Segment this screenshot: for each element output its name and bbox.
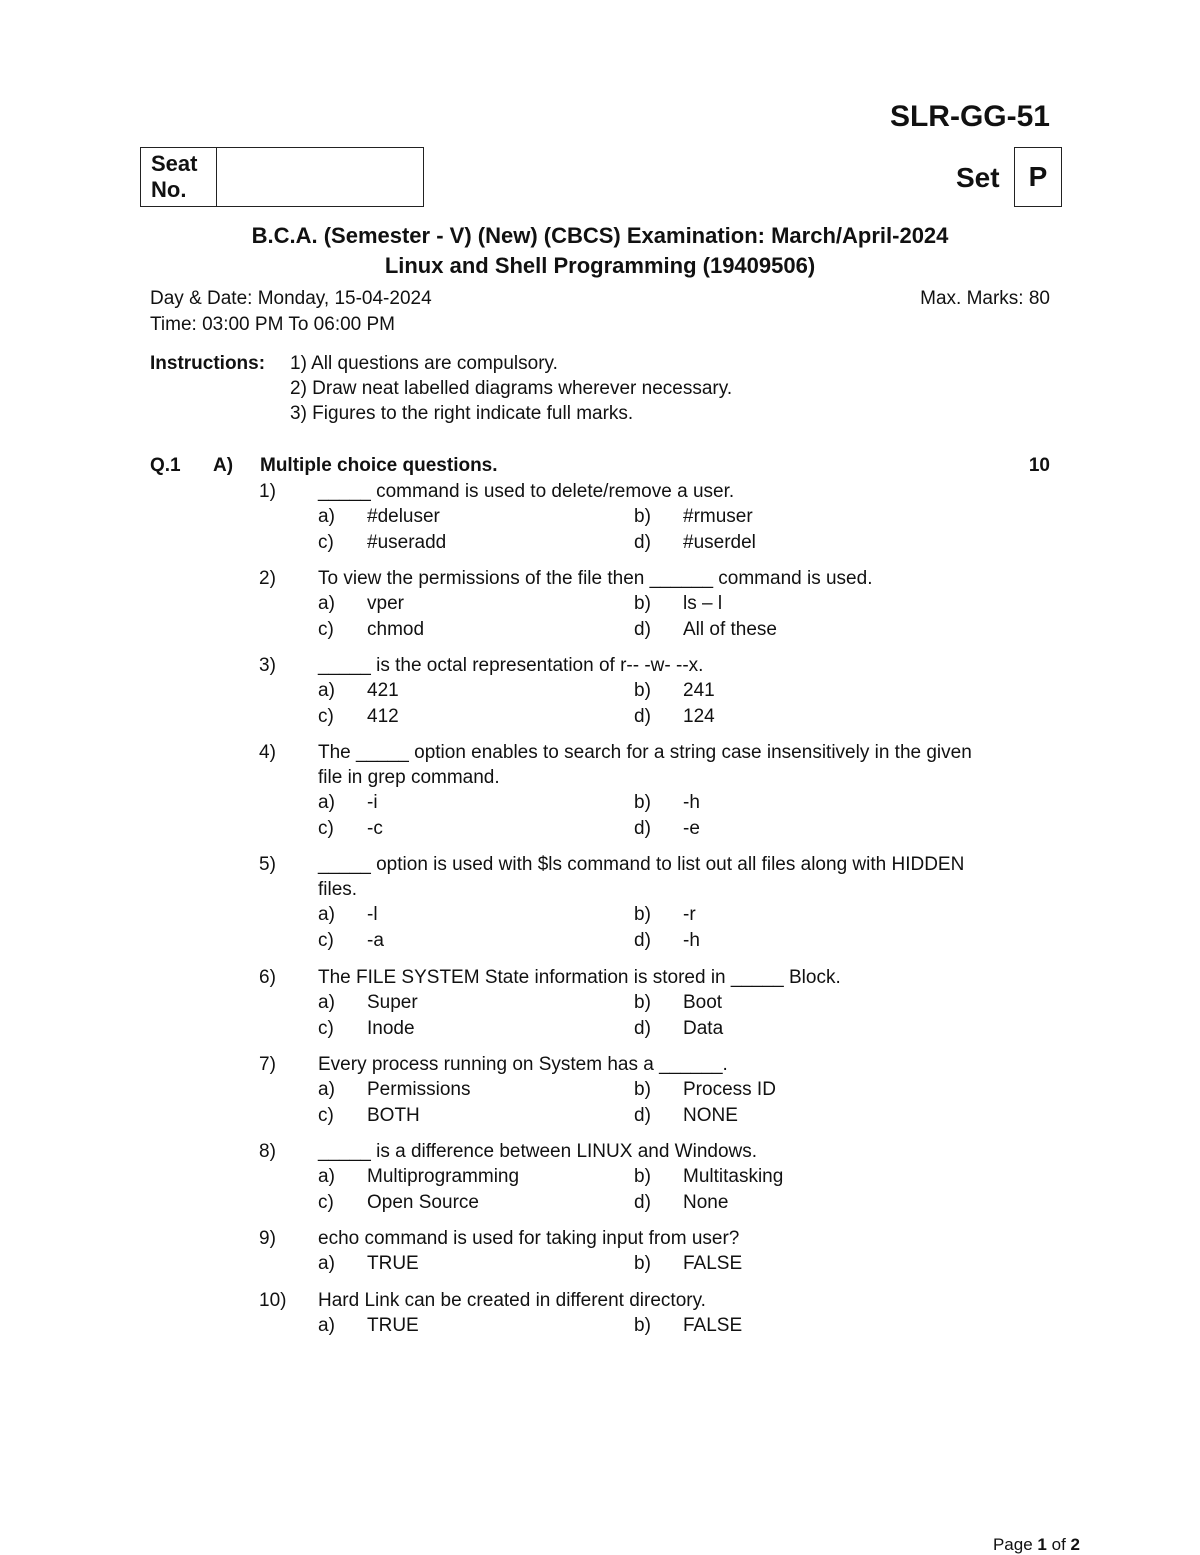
- option-label: d): [634, 1105, 651, 1126]
- option-text: Boot: [683, 992, 723, 1013]
- option-text: #userdel: [683, 532, 756, 553]
- set-label: Set: [956, 162, 1000, 193]
- option-c: [318, 530, 618, 555]
- option-a: [318, 504, 618, 529]
- option-text: Data: [683, 1018, 724, 1039]
- mcq-number: 3): [259, 655, 276, 676]
- option-text: -i: [367, 792, 378, 813]
- option-label: d): [634, 1018, 651, 1039]
- mcq-text: _____ is a difference between LINUX and Windows.: [318, 1141, 758, 1162]
- option-c: [318, 1190, 618, 1215]
- option-label: b): [634, 680, 651, 701]
- mcq-text: _____ option is used with $ls command to list out all files along with HIDDEN files.: [318, 854, 965, 900]
- option-text: #rmuser: [683, 506, 753, 527]
- instruction-item: 1) All questions are compulsory.: [290, 353, 558, 374]
- mcq-options: [318, 1313, 1049, 1339]
- mcq-item: [259, 965, 1049, 1042]
- mcq-item: [259, 852, 1049, 954]
- option-text: Super: [367, 992, 418, 1013]
- seat-number-field: [217, 148, 423, 206]
- mcq-options: [318, 1164, 1049, 1216]
- option-a: [318, 1164, 618, 1189]
- option-text: BOTH: [367, 1105, 420, 1126]
- mcq-options: [318, 504, 1049, 556]
- option-d: [634, 530, 934, 555]
- option-label: a): [318, 506, 335, 527]
- option-label: a): [318, 1079, 335, 1100]
- option-text: vper: [367, 593, 404, 614]
- option-label: b): [634, 904, 651, 925]
- option-label: a): [318, 680, 335, 701]
- max-marks: Max. Marks: 80: [920, 288, 1050, 309]
- instruction-item: 2) Draw neat labelled diagrams wherever necessary.: [290, 378, 733, 399]
- option-d: [634, 928, 934, 953]
- option-label: c): [318, 1192, 334, 1213]
- instructions-label: Instructions:: [150, 353, 266, 374]
- option-a: [318, 1313, 618, 1338]
- option-text: Open Source: [367, 1192, 479, 1213]
- option-text: FALSE: [683, 1315, 743, 1336]
- option-c: [318, 617, 618, 642]
- option-text: FALSE: [683, 1253, 743, 1274]
- mcq-number: 2): [259, 568, 276, 589]
- mcq-text: _____ command is used to delete/remove a user.: [318, 481, 735, 502]
- option-a: [318, 990, 618, 1015]
- option-label: a): [318, 992, 335, 1013]
- mcq-options: [318, 790, 1049, 842]
- option-label: b): [634, 992, 651, 1013]
- option-b: [634, 1313, 934, 1338]
- option-label: b): [634, 792, 651, 813]
- mcq-number: 10): [259, 1290, 287, 1311]
- section-marks: 10: [1028, 455, 1050, 476]
- option-text: Inode: [367, 1018, 415, 1039]
- option-a: [318, 591, 618, 616]
- option-text: -h: [683, 930, 700, 951]
- option-a: [318, 1251, 618, 1276]
- option-text: None: [683, 1192, 729, 1213]
- option-label: a): [318, 904, 335, 925]
- subject-title: Linux and Shell Programming (19409506): [384, 253, 816, 278]
- option-label: b): [634, 1253, 651, 1274]
- option-text: 124: [683, 706, 715, 727]
- option-label: d): [634, 619, 651, 640]
- mcq-item: [259, 1139, 1049, 1216]
- option-a: [318, 902, 618, 927]
- option-b: [634, 902, 934, 927]
- option-label: c): [318, 532, 334, 553]
- option-text: NONE: [683, 1105, 738, 1126]
- option-c: [318, 816, 618, 841]
- option-a: [318, 1077, 618, 1102]
- option-d: [634, 704, 934, 729]
- mcq-number: 6): [259, 967, 276, 988]
- option-a: [318, 790, 618, 815]
- mcq-options: [318, 990, 1049, 1042]
- option-label: c): [318, 1105, 334, 1126]
- option-text: Process ID: [683, 1079, 776, 1100]
- mcq-number: 7): [259, 1054, 276, 1075]
- option-d: [634, 617, 934, 642]
- option-label: d): [634, 706, 651, 727]
- option-text: 241: [683, 680, 715, 701]
- mcq-options: [318, 678, 1049, 730]
- option-text: TRUE: [367, 1253, 419, 1274]
- exam-title: B.C.A. (Semester - V) (New) (CBCS) Examination: March/April-2024: [251, 223, 949, 248]
- option-b: [634, 990, 934, 1015]
- option-text: ls – l: [683, 593, 723, 614]
- section-heading: Multiple choice questions.: [260, 455, 498, 476]
- option-label: c): [318, 818, 334, 839]
- mcq-text: The _____ option enables to search for a string case insensitively in the given file in grep command.: [318, 742, 972, 788]
- option-a: [318, 678, 618, 703]
- page-footer: [993, 1535, 1080, 1555]
- option-label: c): [318, 619, 334, 640]
- mcq-text: To view the permissions of the file then ______ command is used.: [318, 568, 873, 589]
- option-text: -c: [367, 818, 383, 839]
- option-b: [634, 790, 934, 815]
- page-word: Page: [992, 1535, 1033, 1554]
- part-label: A): [213, 455, 234, 476]
- mcq-number: 1): [259, 481, 276, 502]
- mcq-options: [318, 902, 1049, 954]
- option-d: [634, 1190, 934, 1215]
- option-text: -e: [683, 818, 700, 839]
- page-current: 1: [1037, 1535, 1047, 1554]
- mcq-item: [259, 1052, 1049, 1129]
- mcq-item: [259, 1226, 1049, 1277]
- option-d: [634, 816, 934, 841]
- mcq-options: [318, 591, 1049, 643]
- option-c: [318, 1103, 618, 1128]
- mcq-item: [259, 653, 1049, 730]
- option-text: Permissions: [367, 1079, 471, 1100]
- option-text: Multiprogramming: [367, 1166, 520, 1187]
- option-label: b): [634, 1166, 651, 1187]
- mcq-options: [318, 1251, 1049, 1277]
- option-label: a): [318, 1315, 335, 1336]
- option-text: 421: [367, 680, 399, 701]
- option-label: c): [318, 1018, 334, 1039]
- option-c: [318, 704, 618, 729]
- option-c: [318, 928, 618, 953]
- option-label: a): [318, 593, 335, 614]
- exam-time: Time: 03:00 PM To 06:00 PM: [150, 314, 396, 335]
- page-total: 2: [1070, 1535, 1080, 1554]
- option-label: c): [318, 706, 334, 727]
- option-label: d): [634, 930, 651, 951]
- mcq-number: 5): [259, 854, 276, 875]
- option-text: Multitasking: [683, 1166, 784, 1187]
- option-label: a): [318, 1166, 335, 1187]
- option-text: #deluser: [367, 506, 440, 527]
- option-label: a): [318, 792, 335, 813]
- seat-number-label: Seat No.: [141, 148, 217, 206]
- option-b: [634, 591, 934, 616]
- mcq-text: Hard Link can be created in different directory.: [318, 1290, 706, 1311]
- option-text: All of these: [683, 619, 777, 640]
- day-date: Day & Date: Monday, 15-04-2024: [150, 288, 432, 309]
- option-label: d): [634, 1192, 651, 1213]
- mcq-text: echo command is used for taking input from user?: [318, 1228, 740, 1249]
- mcq-item: [259, 740, 1049, 842]
- option-text: chmod: [367, 619, 425, 640]
- option-d: [634, 1103, 934, 1128]
- option-text: #useradd: [367, 532, 447, 553]
- question-number: Q.1: [150, 455, 181, 476]
- option-b: [634, 1251, 934, 1276]
- mcq-item: [259, 1288, 1049, 1339]
- seat-number-box: [140, 147, 424, 207]
- option-b: [634, 1077, 934, 1102]
- option-c: [318, 1016, 618, 1041]
- mcq-item: [259, 479, 1049, 556]
- of-word: of: [1051, 1535, 1066, 1554]
- mcq-number: 4): [259, 742, 276, 763]
- option-label: b): [634, 506, 651, 527]
- mcq-text: Every process running on System has a ______.: [318, 1054, 728, 1075]
- mcq-options: [318, 1077, 1049, 1129]
- set-value-box: P: [1014, 147, 1062, 207]
- option-text: 412: [367, 706, 399, 727]
- option-text: -r: [683, 904, 696, 925]
- option-text: -a: [367, 930, 384, 951]
- option-label: d): [634, 818, 651, 839]
- mcq-text: The FILE SYSTEM State information is stored in _____ Block.: [318, 967, 841, 988]
- option-label: b): [634, 1315, 651, 1336]
- option-b: [634, 504, 934, 529]
- mcq-number: 9): [259, 1228, 276, 1249]
- option-d: [634, 1016, 934, 1041]
- option-text: -h: [683, 792, 700, 813]
- option-label: c): [318, 930, 334, 951]
- option-b: [634, 678, 934, 703]
- option-text: TRUE: [367, 1315, 419, 1336]
- option-label: b): [634, 593, 651, 614]
- mcq-text: _____ is the octal representation of r-- -w- --x.: [318, 655, 704, 676]
- instruction-item: 3) Figures to the right indicate full marks.: [290, 403, 634, 424]
- mcq-number: 8): [259, 1141, 276, 1162]
- paper-code: SLR-GG-51: [889, 100, 1050, 133]
- option-text: -l: [367, 904, 378, 925]
- option-label: d): [634, 532, 651, 553]
- option-b: [634, 1164, 934, 1189]
- option-label: b): [634, 1079, 651, 1100]
- mcq-item: [259, 566, 1049, 643]
- option-label: a): [318, 1253, 335, 1274]
